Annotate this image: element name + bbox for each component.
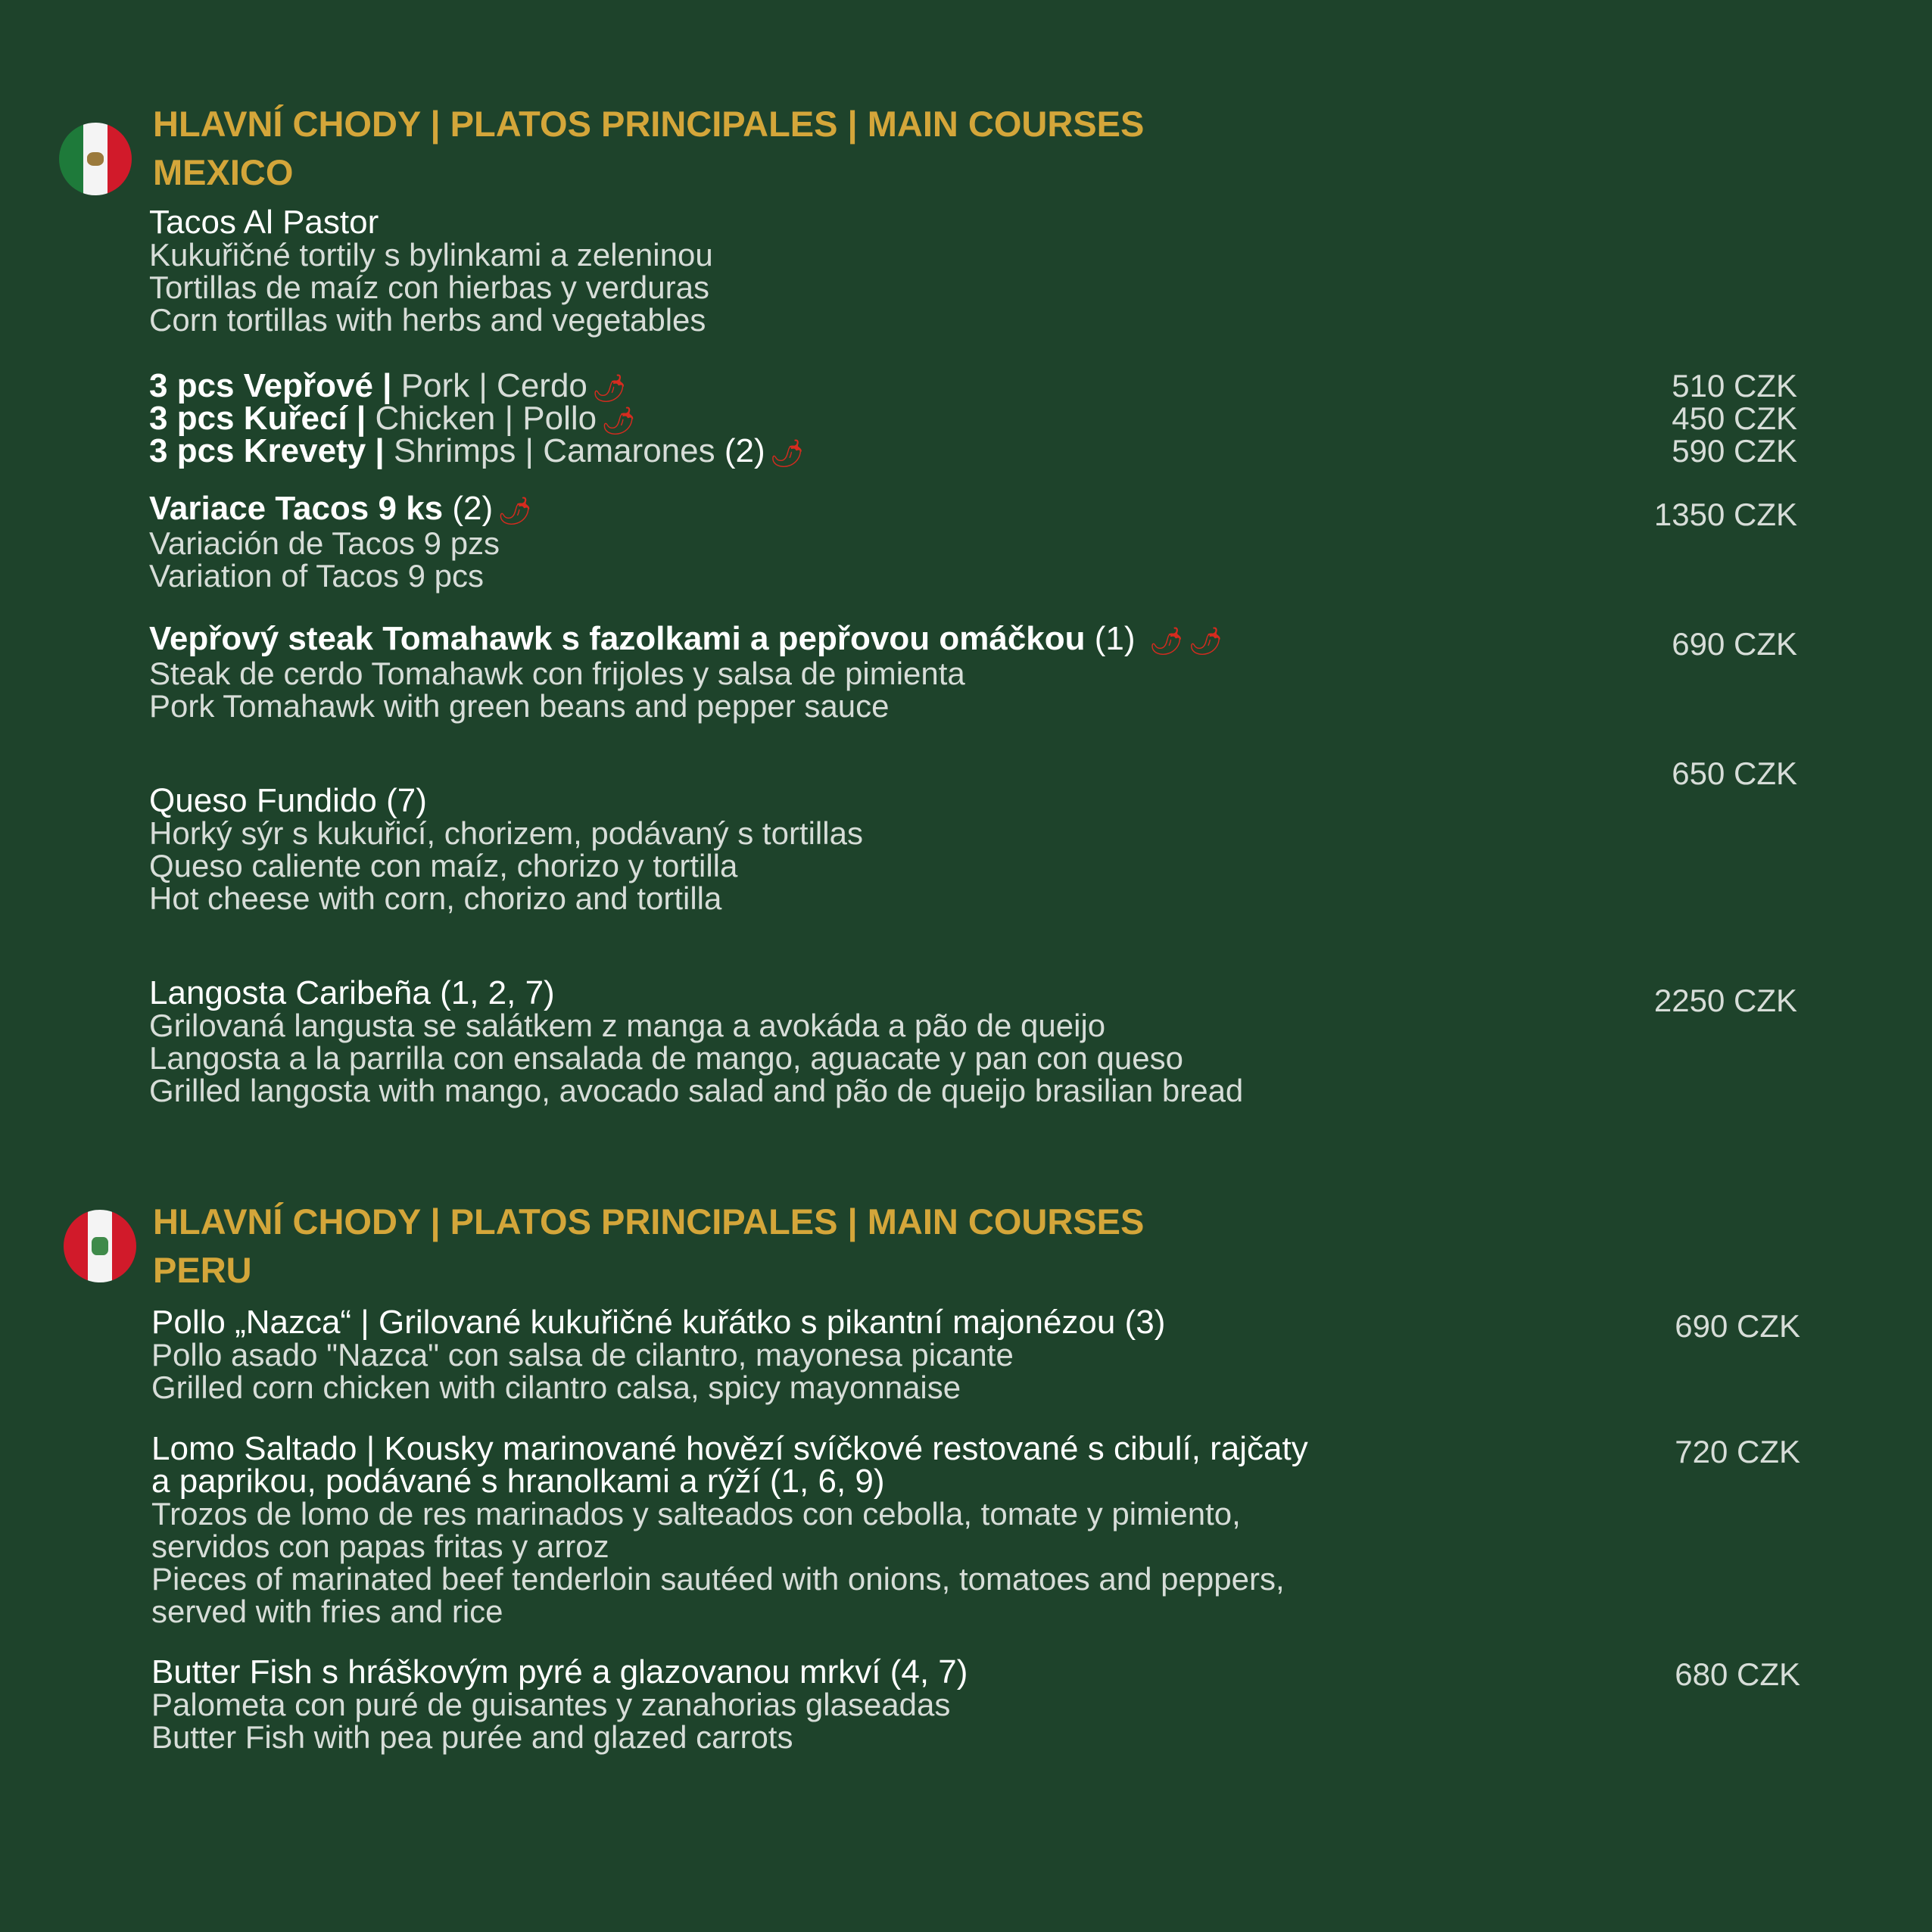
item-desc-en: Hot cheese with corn, chorizo and tortilla [149,880,722,916]
allergen-codes: (2) [452,490,494,527]
menu-item-tomahawk [149,622,1223,722]
item-desc-cz: Kukuřičné tortily s bylinkami a zeleninou [149,237,713,273]
item-price: 680 CZK [1675,1656,1800,1692]
allergen-codes: (4, 7) [890,1653,968,1690]
chili-icon: 🌶 [591,372,627,404]
menu-item-tacos-shrimp [149,432,805,469]
item-price: 590 CZK [1672,433,1797,469]
chili-icon: 🌶 [1148,625,1184,656]
item-desc-es: Langosta a la parrilla con ensalada de mango, aguacate y pan con queso [149,1040,1183,1076]
item-desc-en: Butter Fish with pea purée and glazed carrots [151,1719,793,1755]
item-title: Queso Fundido [149,782,377,819]
item-price: 650 CZK [1672,756,1797,791]
item-desc-en: Pieces of marinated beef tenderloin sautéed with onions, tomatoes and peppers, [151,1561,1285,1597]
allergen-codes: (1, 2, 7) [440,974,555,1011]
mexico-flag-icon [59,123,132,195]
item-desc-en: Variation of Tacos 9 pcs [149,557,485,594]
allergen-codes: (3) [1124,1304,1166,1341]
item-desc-es: Queso caliente con maíz, chorizo y tortilla [149,848,738,883]
allergen-codes: (2) [724,432,765,469]
item-title: Butter Fish s hráškovým pyré a glazovanou mrkví [151,1653,881,1690]
item-desc-es: Tortillas de maíz con hierbas y verduras [149,270,709,305]
item-desc-cz: Grilovaná langusta se salátkem z manga a avokáda a pão de queijo [149,1008,1106,1043]
section-heading-mexico [153,100,1144,197]
item-desc-es: Variación de Tacos 9 pzs [149,525,500,561]
item-name: 3 pcs Vepřové | [149,367,392,404]
item-translation: Pork | Cerdo [391,367,587,404]
item-title: Lomo Saltado | Kousky marinované hovězí svíčkové restované s cibulí, rajčaty [151,1430,1308,1467]
menu-item-tacos-chicken [149,402,636,437]
country-name: MEXICO [153,152,294,192]
item-desc-en-cont: served with fries and rice [151,1594,503,1629]
item-desc-en: Grilled langosta with mango, avocado salad and pão de queijo brasilian bread [149,1073,1244,1108]
item-name: 3 pcs Kuřecí | [149,400,366,437]
item-title: Pollo „Nazca“ | Grilované kukuřičné kuřátko s pikantní majonézou [151,1304,1116,1341]
menu-item-variace-tacos [149,492,532,592]
item-desc-en: Grilled corn chicken with cilantro calsa, spicy mayonnaise [151,1370,961,1405]
allergen-codes: (1) [1094,620,1136,657]
item-price: 510 CZK [1672,368,1797,404]
item-title: Vepřový steak Tomahawk s fazolkami a pepřovou omáčkou [149,620,1086,657]
item-translation: Chicken | Pollo [366,400,597,437]
item-name: 3 pcs Krevety | [149,432,385,469]
menu-item-langosta [149,974,1244,1108]
item-price: 720 CZK [1675,1434,1800,1469]
section-heading-peru [153,1198,1144,1295]
chili-icon: 🌶 [601,404,636,436]
peru-flag-icon [64,1210,136,1282]
item-title: Variace Tacos 9 ks [149,490,444,527]
item-title: Langosta Caribeña [149,974,431,1011]
country-name: PERU [153,1250,252,1290]
chili-icon: 🌶 [769,437,805,469]
menu-item-pollo-nazca [151,1306,1165,1404]
item-desc-cz: Horký sýr s kukuřicí, chorizem, podávaný s tortillas [149,815,863,851]
item-title: Tacos Al Pastor [149,204,379,241]
menu-item-lomo-saltado [151,1432,1308,1628]
allergen-codes: (1, 6, 9) [769,1463,885,1500]
item-price: 2250 CZK [1653,983,1797,1018]
menu-item-queso-fundido [149,784,863,915]
chili-icon: 🌶 [497,494,532,526]
item-desc-es: Palometa con puré de guisantes y zanahorias glaseadas [151,1687,951,1722]
section-title: HLAVNÍ CHODY | PLATOS PRINCIPALES | MAIN COURSES [153,104,1145,144]
menu-item-butter-fish [151,1653,968,1755]
item-price: 450 CZK [1672,400,1797,436]
item-price: 1350 CZK [1653,497,1797,532]
section-title: HLAVNÍ CHODY | PLATOS PRINCIPALES | MAIN COURSES [153,1201,1145,1242]
item-desc-es: Pollo asado "Nazca" con salsa de cilantro, mayonesa picante [151,1337,1014,1373]
item-desc-es: Steak de cerdo Tomahawk con frijoles y salsa de pimienta [149,655,965,691]
item-price: 690 CZK [1675,1308,1800,1344]
chili-icon: 🌶 [1188,625,1223,656]
item-desc-en: Corn tortillas with herbs and vegetables [149,302,706,338]
item-desc-es-cont: servidos con papas fritas y arroz [151,1528,609,1564]
menu-item-tacos-al-pastor [149,206,713,336]
allergen-codes: (7) [386,782,427,819]
menu-item-tacos-pork [149,369,627,404]
item-title-cont: a paprikou, podávané s hranolkami a rýží [151,1463,761,1500]
item-desc-es: Trozos de lomo de res marinados y salteados con cebolla, tomate y pimiento, [151,1496,1241,1532]
item-desc-en: Pork Tomahawk with green beans and pepper sauce [149,687,890,724]
item-price: 690 CZK [1672,626,1797,662]
item-translation: Shrimps | Camarones [384,432,715,469]
